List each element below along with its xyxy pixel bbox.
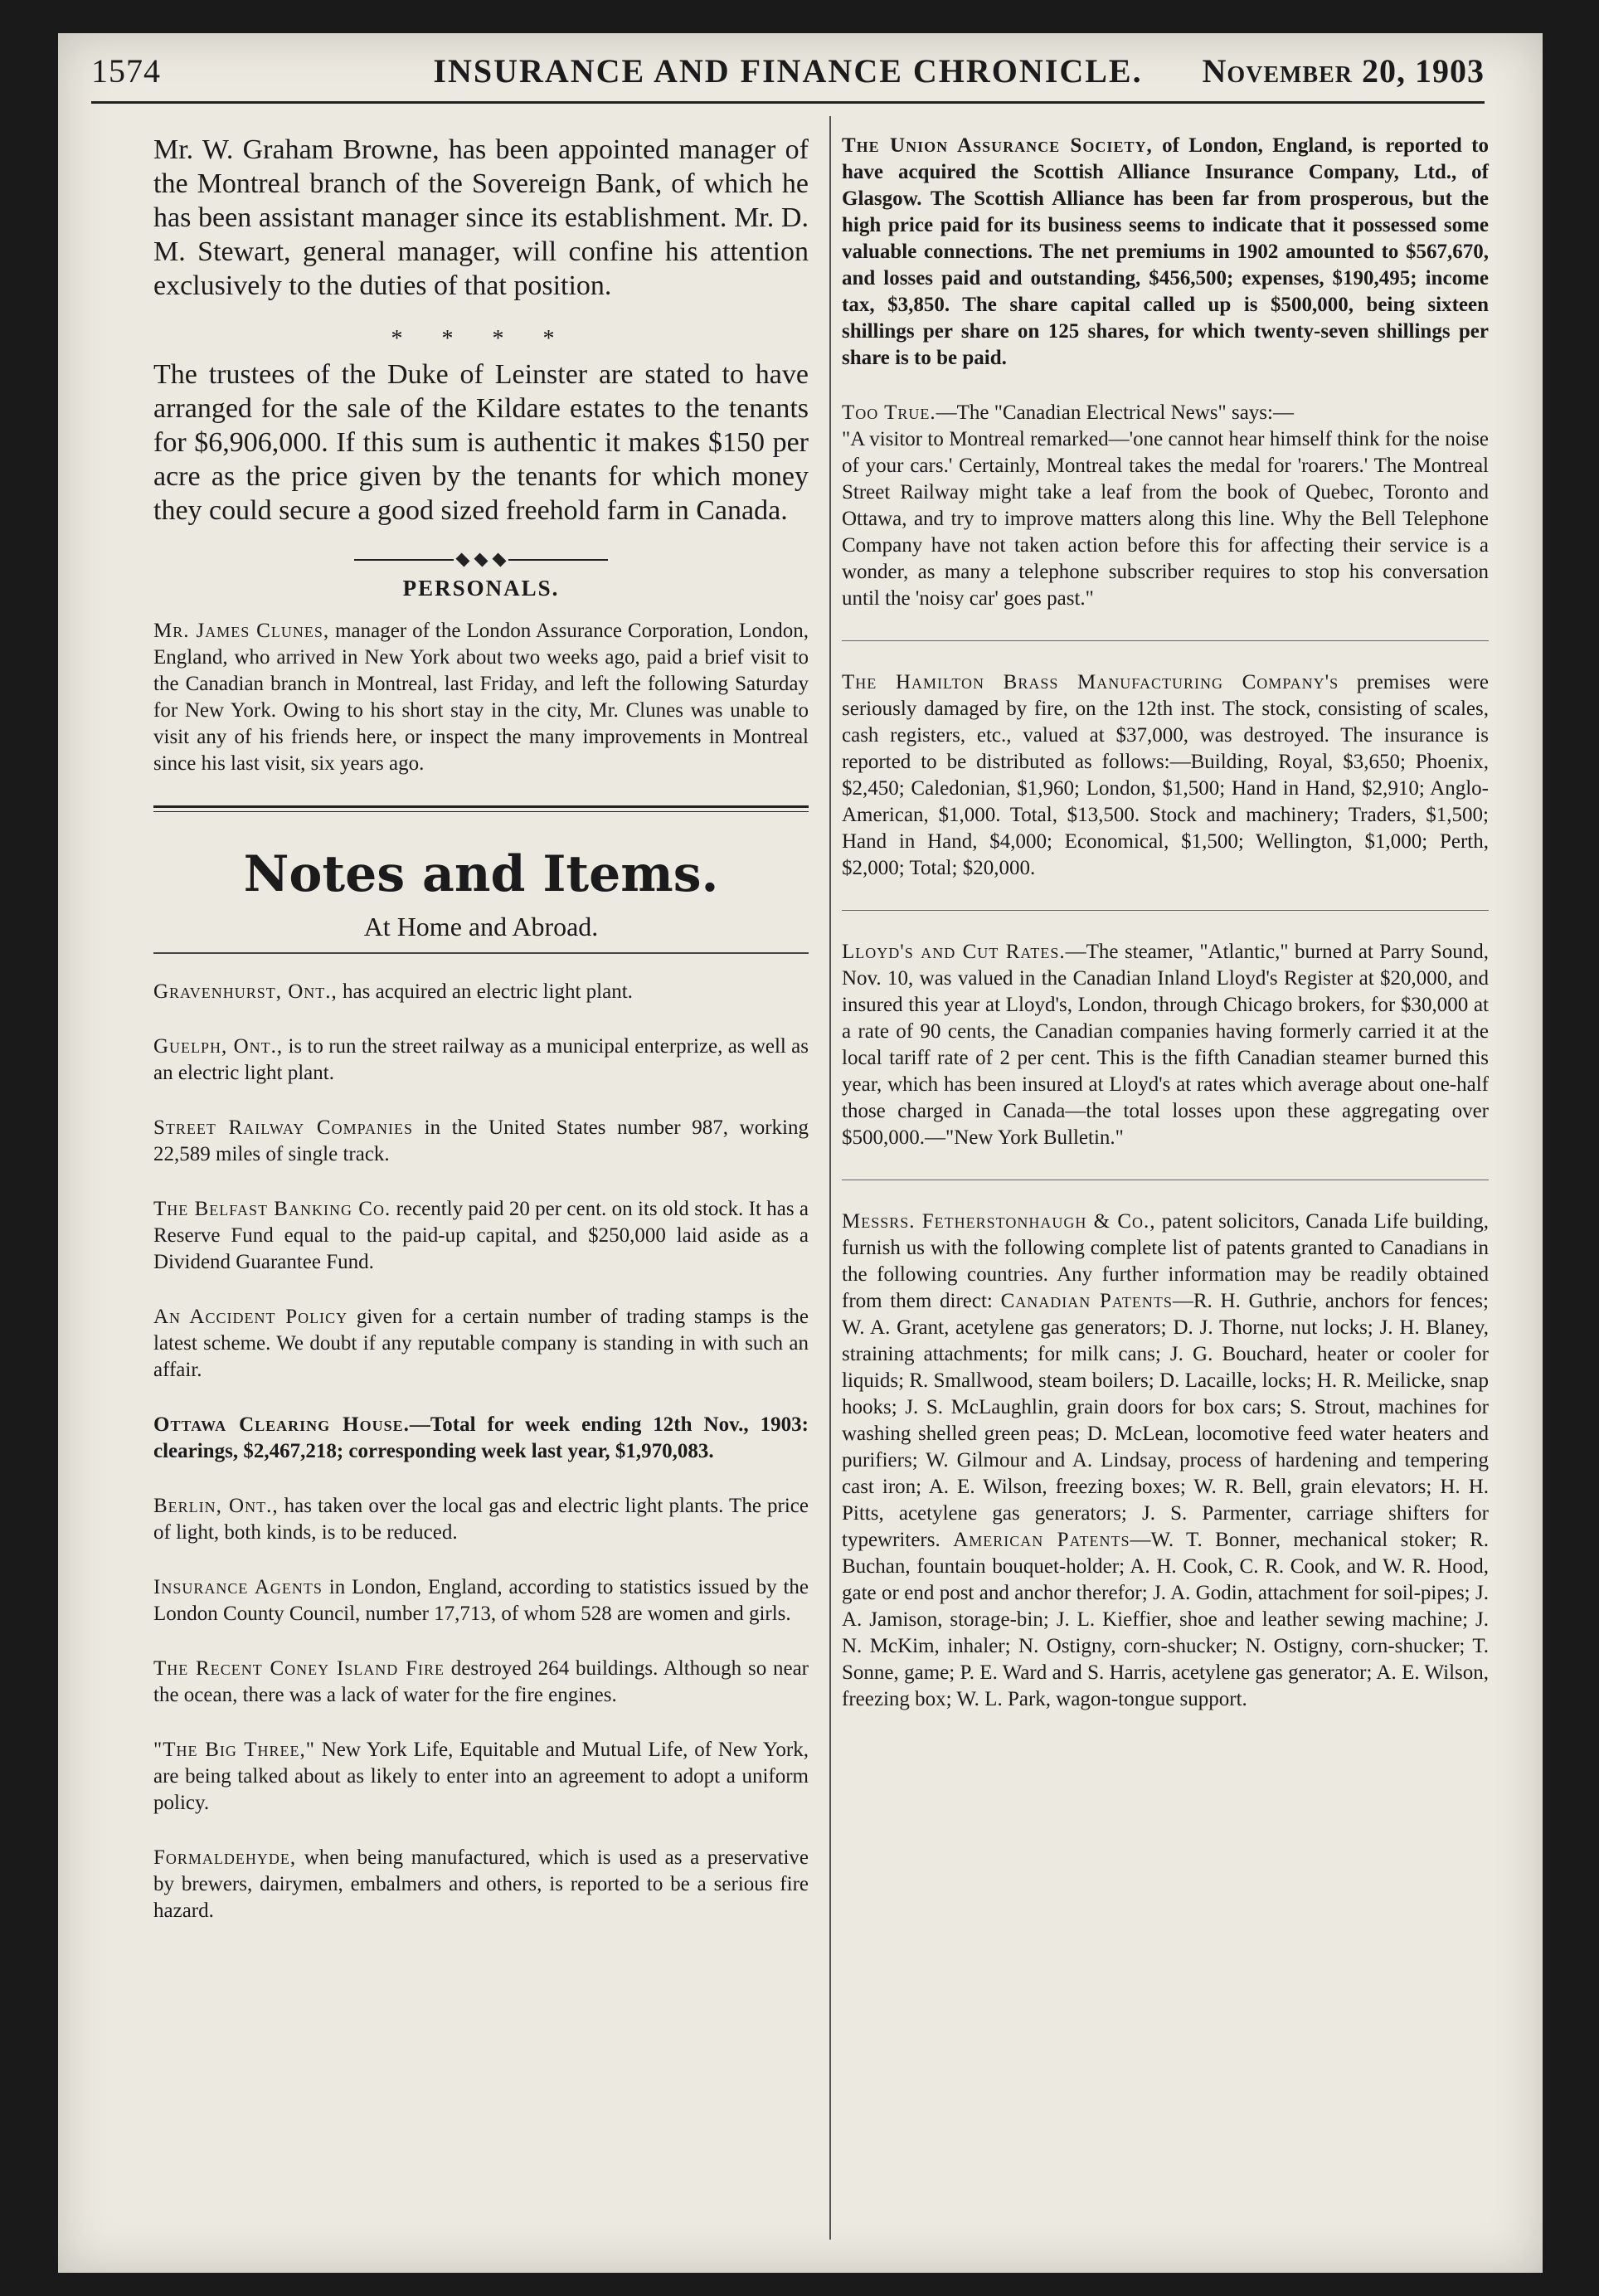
hamilton-paragraph: The Hamilton Brass Manufacturing Company's premises were seriously damaged by fire, on the 12th inst. The stock, consisting of scales, cash registers, etc., valued at $37,000, was destroyed. The insurance is reported to be distributed as follows:—Building, Royal, $3,650; Phoenix, $2,450; Caledonian, $1,960; London, $1,500; Hand in Hand, $2,910; Anglo-American, $1,000. Total, $13,500. Stock and machinery; Traders, $1,500; Hand in Hand, $4,000; Economical, $1,500; Wellington, $1,000; Perth, $2,000; Total; $20,000. [842, 671, 1489, 879]
list-item: Gravenhurst, Ont., has acquired an electric light plant. [153, 980, 633, 1003]
journal-title: INSURANCE AND FINANCE CHRONICLE. [433, 52, 1143, 90]
page-number: 1574 [91, 52, 161, 90]
list-item: Ottawa Clearing House.—Total for week ending 12th Nov., 1903: clearings, $2,467,218; corresponding week last year, $1,970,083. [153, 1413, 809, 1462]
list-item: The Belfast Banking Co. recently paid 20 per cent. on its old stock. It has a Reserve Fund equal to the paid-up capital, and $250,000 laid aside as a Dividend Guarantee Fund. [153, 1198, 809, 1273]
section-stars: * * * * [391, 326, 571, 352]
right-column [842, 133, 1489, 1741]
notes-title: Notes and Items. [243, 845, 719, 903]
list-item: The Recent Coney Island Fire destroyed 264 buildings. Although so near the ocean, there was a lack of water for the fire engines. [153, 1657, 809, 1706]
ornament-divider [153, 556, 809, 564]
personals-heading: PERSONALS. [402, 576, 560, 601]
list-item: Street Railway Companies in the United States number 987, working 22,589 miles of single track. [153, 1116, 809, 1165]
clunes-paragraph [153, 618, 809, 777]
issue-date: November 20, 1903 [1202, 52, 1485, 90]
header-rule [91, 101, 1485, 104]
too-true-paragraph: Too True.—The "Canadian Electrical News" says:— [842, 401, 1294, 424]
list-item: An Accident Policy given for a certain number of trading stamps is the latest scheme. We doubt if any reputable company is standing in with such an affair. [153, 1306, 809, 1381]
notes-subtitle: At Home and Abroad. [363, 912, 599, 941]
notes-rule [153, 952, 809, 954]
clunes-text: manager of the London Assurance Corporation, London, England, who arrived in New York about two weeks ago, paid a brief visit to the Canadian branch in Montreal, last Friday, and left the following Saturday for New York. Owing to his short stay in the city, Mr. Clunes was unable to visit any of his friends here, or inspect the many improvements in Montreal since his last visit, six years ago. [153, 620, 809, 775]
page-header [91, 51, 1485, 93]
list-item: Insurance Agents in London, England, according to statistics issued by the London County Council, number 17,713, of whom 528 are women and girls. [153, 1576, 809, 1625]
list-item: Guelph, Ont., is to run the street railway as a municipal enterprize, as well as an electric light plant. [153, 1035, 809, 1084]
list-item: Berlin, Ont., has taken over the local gas and electric light plants. The price of light, both kinds, is to be reduced. [153, 1495, 809, 1544]
separator [842, 640, 1489, 641]
browne-paragraph: Mr. W. Graham Browne, has been appointed manager of the Montreal branch of the Sovereign Bank, of which he has been assistant manager since its establishment. Mr. D. M. Stewart, general manager, will confine his attention exclusively to the duties of that position. [153, 134, 809, 301]
double-rule [153, 805, 809, 812]
separator [842, 910, 1489, 911]
list-item: "The Big Three," New York Life, Equitable and Mutual Life, of New York, are being talked about as likely to enter into an agreement to adopt a uniform policy. [153, 1739, 809, 1814]
list-item: Formaldehyde, when being manufactured, which is used as a preservative by brewers, dairymen, embalmers and others, is reported to be a serious fire hazard. [153, 1846, 809, 1922]
lloyds-paragraph: Lloyd's and Cut Rates.—The steamer, "Atlantic," burned at Parry Sound, Nov. 10, was valued in the Canadian Inland Lloyd's Register at $20,000, and insured this year at Lloyd's, London, through Chicago brokers, for $30,000 at a rate of 90 cents, the Canadian companies having formerly carried it at the local tariff rate of 2 per cent. This is the fifth Canadian steamer burned this year, which has been insured at Lloyd's at rates which average about one-half those charged in Canada—the total losses upon these aggregating over $500,000.—"New York Bulletin." [842, 941, 1490, 1149]
left-column [153, 133, 809, 1953]
union-assurance-paragraph: The Union Assurance Society, of London, England, is reported to have acquired the Scottish Alliance Insurance Company, Ltd., of Glasgow. The Scottish Alliance has been far from prosperous, but the high price paid for its business seems to indicate that it possessed some valuable connections. The net premiums in 1902 amounted to $567,670, and losses paid and outstanding, $456,500; expenses, $190,495; income tax, $3,850. The share capital called up is $500,000, being sixteen shillings per share on 125 shares, for which twenty-seven shillings per share is to be paid. [842, 134, 1489, 369]
too-true-quote: "A visitor to Montreal remarked—'one cannot hear himself think for the noise of your cars.' Certainly, Montreal takes the medal for 'roarers.' The Montreal Street Railway might take a leaf from the book of Quebec, Toronto and Ottawa, and try to improve matters along this line. Why the Bell Telephone Company have not taken action before this for affecting their service is a wonder, as many a telephone subscriber requires to stop his conversation until the 'noisy car' goes past." [842, 428, 1489, 610]
column-divider [829, 116, 831, 2240]
clunes-lead: Mr. James Clunes, [153, 620, 330, 642]
leinster-paragraph: The trustees of the Duke of Leinster are stated to have arranged for the sale of the Kildare estates to the tenants for $6,906,000. If this sum is authentic it makes $150 per acre as the price given by the tenants for which money they could secure a good sized freehold farm in Canada. [153, 359, 809, 526]
patents-paragraph: Messrs. Fetherstonhaugh & Co., patent solicitors, Canada Life building, furnish us with the following complete list of patents granted to Canadians in the following countries. Any further information may be readily obtained from them direct: Canadian Patents—R. H. Guthrie, anchors for fences; W. A. Grant, acetylene gas generators; D. J. Thorne, nut locks; J. H. Blaney, straining attachments; for milk cans; J. G. Bouchard, heater or cooler for liquids; R. Smallwood, steam boilers; D. Lacaille, locks; H. R. Meilicke, snap hooks; J. S. McLaughlin, grain doors for box cars; S. Strout, machines for washing shelled green peas; D. McLean, locomotive feed water heaters and purifiers; W. Gilmour and A. Lindsay, process of hardening and tempering cast iron; A. E. Wilson, freezing boxes; W. R. Bell, grain elevators; H. H. Pitts, acetylene gas generators; J. S. Parmenter, carriage shifters for typewriters. American Patents—W. T. Bonner, mechanical stoker; R. Buchan, fountain bouquet-holder; A. H. Cook, C. R. Cook, and W. R. Hood, gate or end post and anchor therefor; J. A. Godin, attachment for soil-pipes; J. A. Jamison, storage-bin; J. L. Kieffier, shoe and leather sewing machine; J. N. McKim, inhaler; N. Ostigny, corn-shucker; N. Ostigny, corn-shucker; T. Sonne, game; P. E. Ward and S. Harris, acetylene gas generator; A. E. Wilson, freezing box; W. L. Park, wagon-tongue support. [842, 1210, 1490, 1710]
